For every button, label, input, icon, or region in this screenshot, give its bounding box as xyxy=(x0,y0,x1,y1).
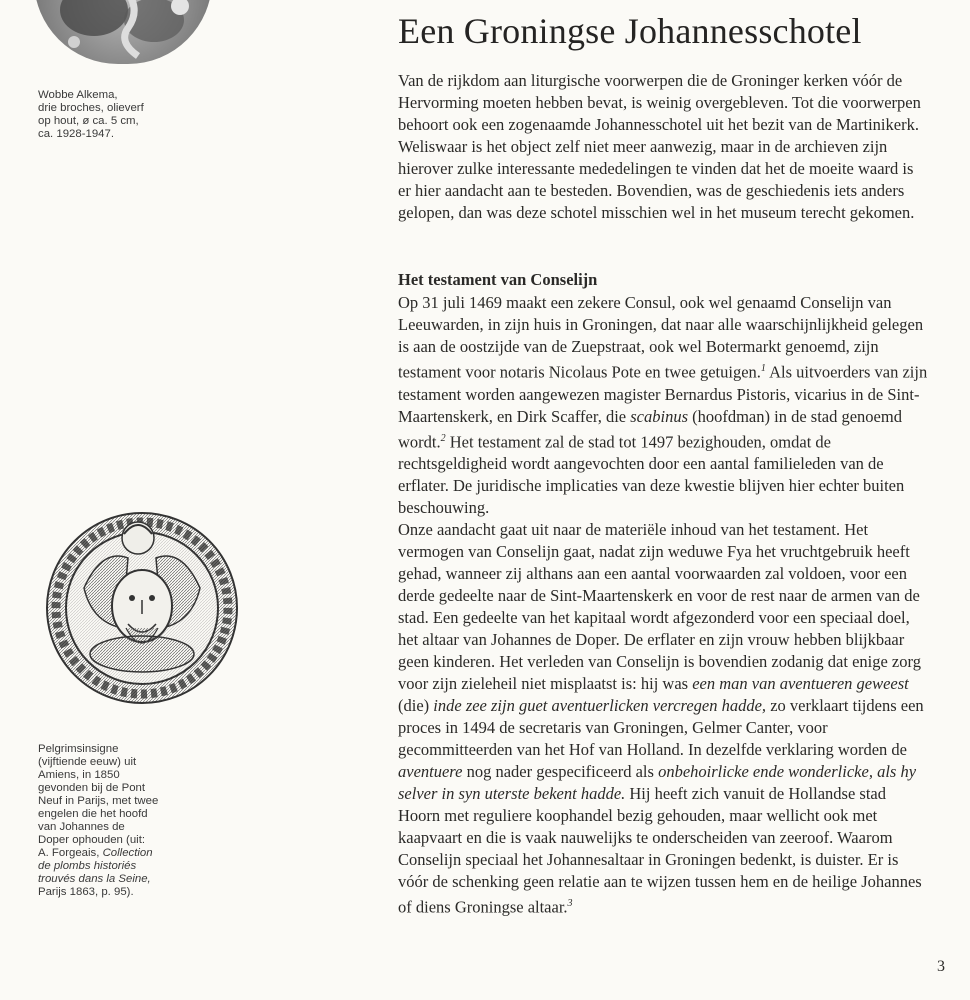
p1-text-d: Het testament zal de stad tot 1497 bezighouden, omdat de rechtsgeldigheid wordt aangevochten door een aantal familieleden van de erflater. De juridische implicaties van deze kwestie blijven hier echter buiten beschouwing. xyxy=(398,432,905,517)
p1-italic-scabinus: scabinus xyxy=(630,406,688,426)
pilgrim-badge-caption xyxy=(38,743,208,899)
p2-text-a: Onze aandacht gaat uit naar de materiële inhoud van het testament. Het vermogen van Conselijn gaat, nadat zijn weduwe Fya het vruchtgebruik heeft gehad, wanneer zij althans aan een aantal voorwaarden zal voldoen, voor een derde gedeelte naar de Sint-Maartenskerk en voor de rest naar de armen van de stad. Een gedeelte van het kapitaal wordt afgezonderd voor een speciaal doel, het altaar van Johannes de Doper. De erflater en zijn vrouw hebben blijkbaar geen kinderen. Het verleden van Conselijn is bovendien zodanig dat enige zorg voor zijn zieleheil niet misplaatst is: hij was xyxy=(398,520,921,693)
p2-italic-aventuere: aventuere xyxy=(398,762,463,781)
brooch-caption: Wobbe Alkema, drie broches, olieverf op hout, ø ca. 5 cm, ca. 1928-1947. xyxy=(38,89,144,140)
section-heading: Het testament van Conselijn xyxy=(398,270,598,289)
caption-text-part1: Pelgrimsinsigne (vijftiende eeuw) uit Amiens, in 1850 gevonden bij de Pont Neuf in Parijs, met twee engelen die het hoofd van Johannes de Doper ophouden (uit: A. Forgeais, xyxy=(38,743,159,859)
p1-text-c: (hoofdman) in de stad genoemd wordt. xyxy=(398,406,902,451)
footnote-1[interactable]: 1 xyxy=(760,363,766,374)
caption-book-title: Collection de plombs historiés trouvés dans la Seine, xyxy=(38,847,153,885)
p1-text-a: Op 31 juli 1469 maakt een zekere Consul, ook wel genaamd Conselijn van Leeuwarden, in zijn huis in Groningen, dat naar alle waarschijnlijkheid gelegen is aan de oostzijde van de Zuepstraat, ook wel Botermarkt genoemd, zijn testament voor notaris Nicolaus Pote en twee getuigen. xyxy=(398,293,924,382)
article-title: Een Groningse Johannesschotel xyxy=(398,11,862,51)
intro-text: Van de rijkdom aan liturgische voorwerpen die de Groninger kerken vóór de Hervorming moeten hebben bevat, is weinig overgebleven. Tot die voorwerpen behoort ook een zogenaamde Johannesschotel uit het bezit van de Martinikerk. Weliswaar is het object zelf niet meer aanwezig, maar in de archieven zijn hierover zulke interessante mededelingen te vinden dat het de moeite waard is er hier aandacht aan te besteden. Bovendien, was de geschiedenis iets anders gelopen, dan was deze schotel misschien wel in het museum terecht gekomen. xyxy=(398,71,921,222)
p2-text-c: zo verklaart tijdens een proces in 1494 de secretaris van Groningen, Gelmer Canter, voor gecommitteerden van het Hof van Holland. In dezelfde verklaring worden de xyxy=(398,696,924,759)
section-body xyxy=(398,292,928,919)
p2-text-d: nog nader gespecificeerd als xyxy=(462,762,659,781)
p2-italic-quote-1: een man van aventueren geweest xyxy=(692,674,909,693)
footnote-2[interactable]: 2 xyxy=(440,432,446,444)
p2-text-b: (die) xyxy=(398,696,434,715)
p2-italic-quote-2: inde zee zijn guet aventuerlicken vercregen hadde, xyxy=(433,696,767,715)
paragraph-1 xyxy=(398,292,928,519)
caption-text-part2: Parijs 1863, p. 95). xyxy=(38,886,134,898)
pilgrim-badge-image xyxy=(40,478,238,724)
page-number: 3 xyxy=(937,958,945,975)
p1-text-b: Als uitvoerders van zijn testament worden aangewezen magister Bernardus Pistoris, vicarius in de Sint-Maartenskerk, en Dirk Scaffer, die xyxy=(398,362,928,426)
intro-paragraph xyxy=(398,70,928,224)
p2-italic-quote-3: onbehoirlicke ende wonderlicke, als hy selver in syn uterste bekent hadde. xyxy=(398,762,917,803)
p2-text-e: Hij heeft zich vanuit de Hollandse stad Hoorn met reguliere koophandel bezig gehouden, maar wellicht ook met kaapvaart en die is vaak nauwelijks te onderscheiden van zeeroof. Waarom Conselijn speciaal het Johannesaltaar in Groningen bedenkt, is duister. Er is vóór de schenking geen relatie aan te wijzen tussen hem en de heilige Johannes of diens Groningse altaar. xyxy=(398,784,922,917)
footnote-3[interactable]: 3 xyxy=(567,898,573,909)
paragraph-2 xyxy=(398,519,928,919)
brooch-painting-image xyxy=(34,0,212,64)
